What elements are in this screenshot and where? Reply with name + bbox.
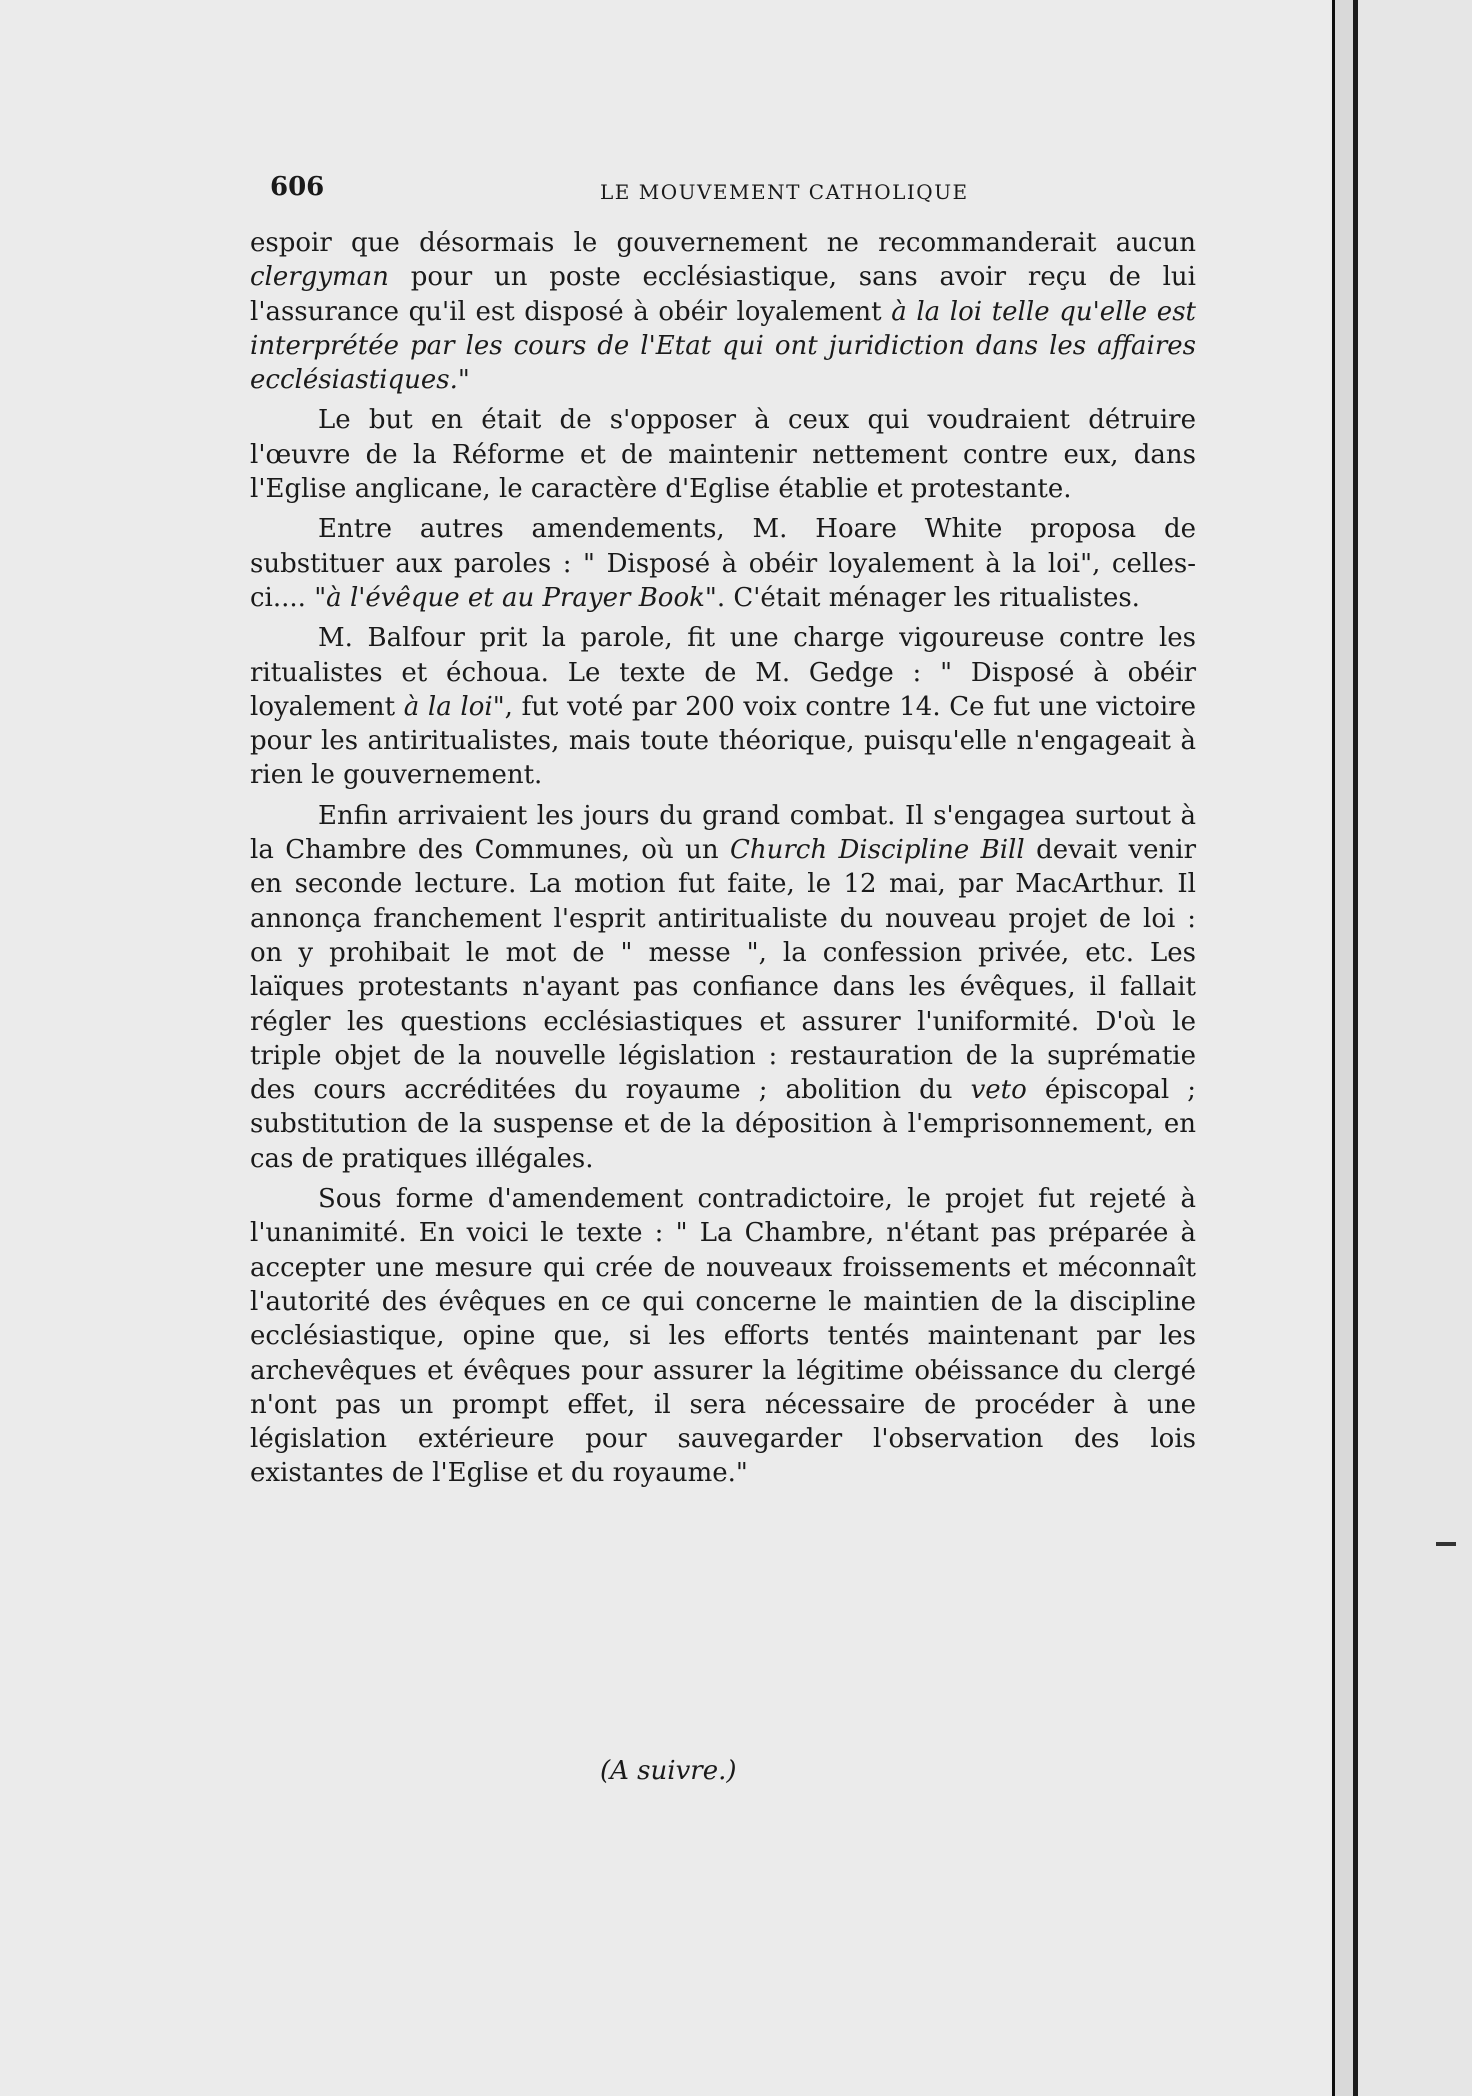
text-run: épiscopal ; substitution de la suspense et de la déposition à l'emprisonnement, en cas de pratiques illégales. — [250, 1075, 1197, 1174]
text-run: devait venir en seconde lecture. La motion fut faite, le 12 mai, par MacArthur. Il annonça franchement l'esprit antiritualiste du nouveau projet de loi : on y prohibait le mot de " messe ", la confession privée, etc. Les laïques protestants n'ayant pas confiance dans les évêques, il fallait régler les questions ecclésiastiques et assurer l'uniformité. D'où le triple objet de la nouvelle législation : restauration de la suprématie des cours accréditées du royaume ; abolition du — [250, 835, 1196, 1106]
paragraph — [250, 226, 1196, 397]
continuation-note: (A suivre.) — [600, 1756, 737, 1786]
bleed-through-line — [240, 1872, 1140, 1908]
text-run: " — [457, 365, 470, 396]
text-run: ", fut voté par 200 voix contre 14. Ce fut une victoire pour les antiritualistes, mais toute théorique, puisqu'elle n'engageait à rien le gouvernement. — [250, 691, 1197, 791]
text-run: pour un poste ecclésiastique, sans avoir reçu de lui l'assurance qu'il est disposé à obéir loyalement — [250, 262, 1196, 327]
text-run: Sous forme d'amendement contradictoire, le projet fut rejeté à l'unanimité. En voici le texte : " La Chambre, n'étant pas préparée à accepter une mesure qui crée de nouveaux froissements et méconnaît l'autorité des évêques en ce qui concerne le maintien de la discipline ecclésiastique, opine que, si les efforts tentés maintenant par les archevêques et évêques pour assurer la légitime obéissance du clergé n'ont pas un prompt effet, il sera nécessaire de procéder à une législation extérieure pour sauvegarder l'observation des lois existantes de l'Eglise et du royaume." — [250, 1184, 1196, 1489]
page-number: 606 — [270, 172, 325, 202]
bleed-through-line — [240, 1836, 1140, 1872]
paragraph — [250, 799, 1196, 1176]
italic-run: Church Discipline Bill — [729, 835, 1025, 866]
italic-run: veto — [970, 1075, 1027, 1106]
paragraph — [250, 1182, 1196, 1491]
adjacent-page — [1358, 0, 1472, 2096]
bleed-through-line — [240, 1800, 1140, 1836]
text-run: M. Balfour prit la parole, fit une charge vigoureuse contre les ritualistes et échoua. Le texte de M. Gedge : " Disposé à obéir loyalement — [250, 623, 1196, 722]
paragraph — [250, 403, 1196, 506]
text-run: Entre autres amendements, M. Hoare White proposa de substituer aux paroles : " Disposé à obéir loyalement à la loi", celles-ci.... " — [250, 514, 1196, 613]
text-run: Enfin arrivaient les jours du grand combat. Il s'engagea surtout à la Chambre des Communes, où un — [250, 800, 1196, 866]
page-mark — [1436, 1542, 1456, 1546]
running-head: LE MOUVEMENT CATHOLIQUE — [600, 180, 969, 204]
italic-run: à l'évêque et au Prayer Book — [326, 582, 705, 613]
paragraph — [250, 512, 1196, 615]
body-text — [250, 226, 1196, 1491]
text-run: Le but en était de s'opposer à ceux qui voudraient détruire l'œuvre de la Réforme et de maintenir nettement contre eux, dans l'Eglise anglicane, le caractère d'Eglise établie et protestante. — [250, 405, 1196, 505]
text-run: espoir que désormais le gouvernement ne recommanderait aucun — [250, 228, 1196, 258]
page-header — [270, 172, 1010, 212]
italic-run: à la loi telle qu'elle est interprétée par les cours de l'Etat qui ont juridiction dans les affaires ecclésiastiques. — [250, 296, 1196, 396]
italic-run: à la loi — [403, 691, 493, 722]
text-run: ". C'était ménager les ritualistes. — [704, 582, 1140, 613]
italic-run: clergyman — [250, 262, 389, 293]
paragraph — [250, 621, 1196, 792]
page-edge — [1332, 0, 1353, 2096]
bleed-through-text — [240, 1800, 1140, 1908]
